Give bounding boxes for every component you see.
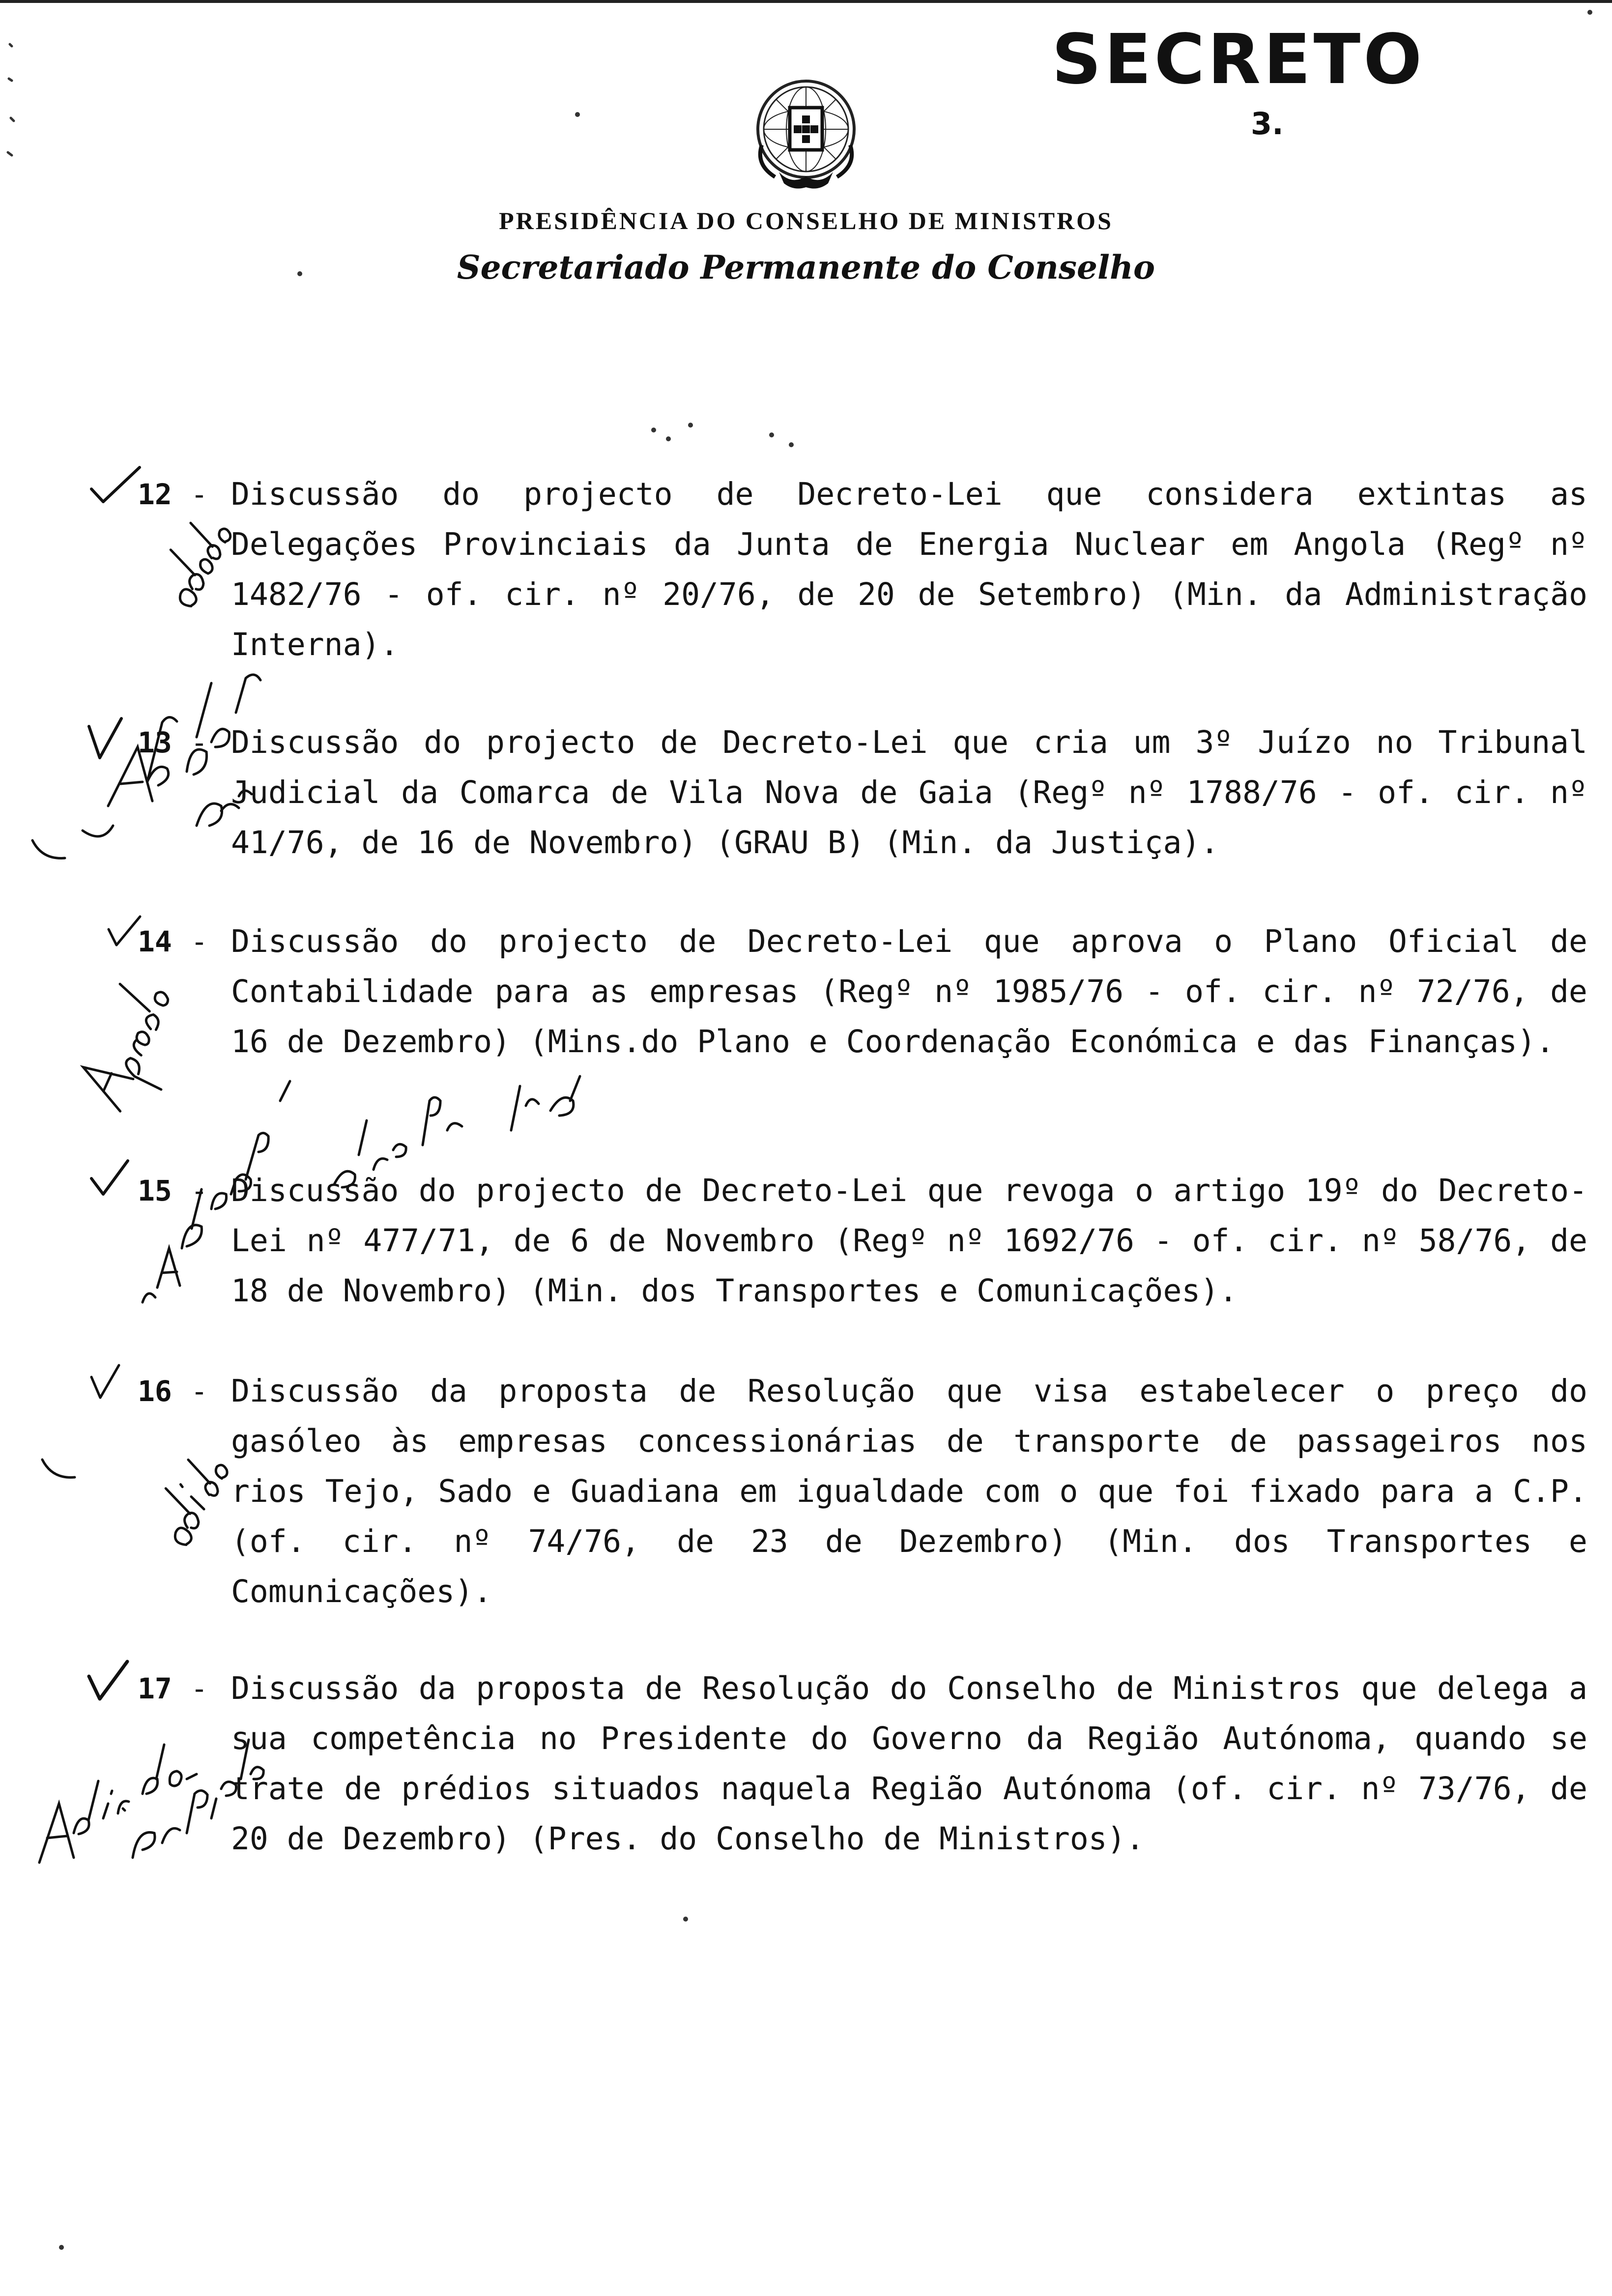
page-number: 3.: [1251, 106, 1284, 142]
scan-speck: [1587, 10, 1592, 15]
item-number: 15: [138, 1174, 172, 1207]
item-number: 17: [138, 1672, 172, 1705]
item-number: 16: [138, 1375, 172, 1408]
handwritten-annotation-item-15: [128, 1071, 590, 1327]
item-dash: -: [191, 1174, 208, 1207]
scan-speck: [769, 432, 774, 437]
scan-speck: [666, 436, 671, 441]
coat-of-arms-icon: [745, 71, 867, 194]
handwritten-annotation-item-13: [74, 663, 300, 870]
item-dash: -: [191, 1375, 208, 1408]
item-text: Discussão da proposta de Resolução que visa estabelecer o preço do gasóleo às empresas concessionárias de transporte de passageiros nos rios Tejo, Sado e Guadiana em igualdade com o que foi fixado para a C.P. (of. cir. nº 74/76, de 23 de Dezembro) (Min. dos Transportes e Comunicações).: [231, 1373, 1587, 1609]
scan-speck: [575, 112, 580, 117]
item-text: Discussão da proposta de Resolução do Conselho de Ministros que delega a sua competência no Presidente do Governo da Região Autónoma, quando se trate de prédios situados naquela Região Autónoma (of. cir. nº 73/76, de 20 de Dezembro) (Pres. do Conselho de Ministros).: [231, 1670, 1587, 1857]
institution-heading: PRESIDÊNCIA DO CONSELHO DE MINISTROS: [499, 207, 1113, 234]
item-text: Discussão do projecto de Decreto-Lei que cria um 3º Juízo no Tribunal Judicial da Comarca de Vila Nova de Gaia (Regº nº 1788/76 - of. cir. nº 41/76, de 16 de Novembro) (GRAU B) (Min. da Justiça).: [231, 724, 1587, 861]
checkmark-icon: [88, 464, 143, 509]
scan-speck: [59, 2245, 64, 2250]
margin-bracket-mark: [39, 1455, 79, 1484]
item-number: 13: [138, 726, 172, 759]
item-number: 14: [138, 925, 172, 958]
classification-stamp: SECRETO: [1052, 20, 1425, 100]
handwritten-annotation-item-12: [147, 496, 275, 624]
scan-speck: [683, 1917, 688, 1922]
scan-speck: [297, 271, 302, 276]
margin-tick-mark: [5, 39, 20, 167]
department-heading: Secretariado Permanente do Conselho: [457, 248, 1155, 287]
scan-speck: [651, 428, 656, 432]
top-edge-rule: [0, 0, 1612, 3]
item-dash: -: [191, 925, 208, 958]
item-number: 12: [138, 478, 172, 511]
scan-speck: [688, 423, 693, 428]
item-dash: -: [191, 478, 208, 511]
scan-speck: [789, 442, 794, 447]
checkmark-icon: [88, 1363, 143, 1407]
item-text: Discussão do projecto de Decreto-Lei que revoga o artigo 19º do Decreto-Lei nº 477/71, de 6 de Novembro (Regº nº 1692/76 - of. cir. nº 58/76, de 18 de Novembro) (Min. dos Transportes e Comunicações).: [231, 1173, 1587, 1309]
handwritten-annotation-item-17: [25, 1695, 280, 1882]
margin-bracket-mark: [29, 835, 69, 865]
item-text: Discussão do projecto de Decreto-Lei que aprova o Plano Oficial de Contabilidade para as empresas (Regº nº 1985/76 - of. cir. nº 72/76, de 16 de Dezembro) (Mins.do Plano e Coordenação Económica e das Finanças).: [231, 923, 1587, 1060]
item-dash: -: [191, 1672, 208, 1705]
handwritten-annotation-item-16: [143, 1425, 270, 1573]
item-text: Discussão do projecto de Decreto-Lei que considera extintas as Delegações Provinciais da Junta de Energia Nuclear em Angola (Regº nº 1482/76 - of. cir. nº 20/76, de 20 de Setembro) (Min. da Administração Interna).: [231, 476, 1587, 662]
item-dash: -: [191, 726, 208, 759]
